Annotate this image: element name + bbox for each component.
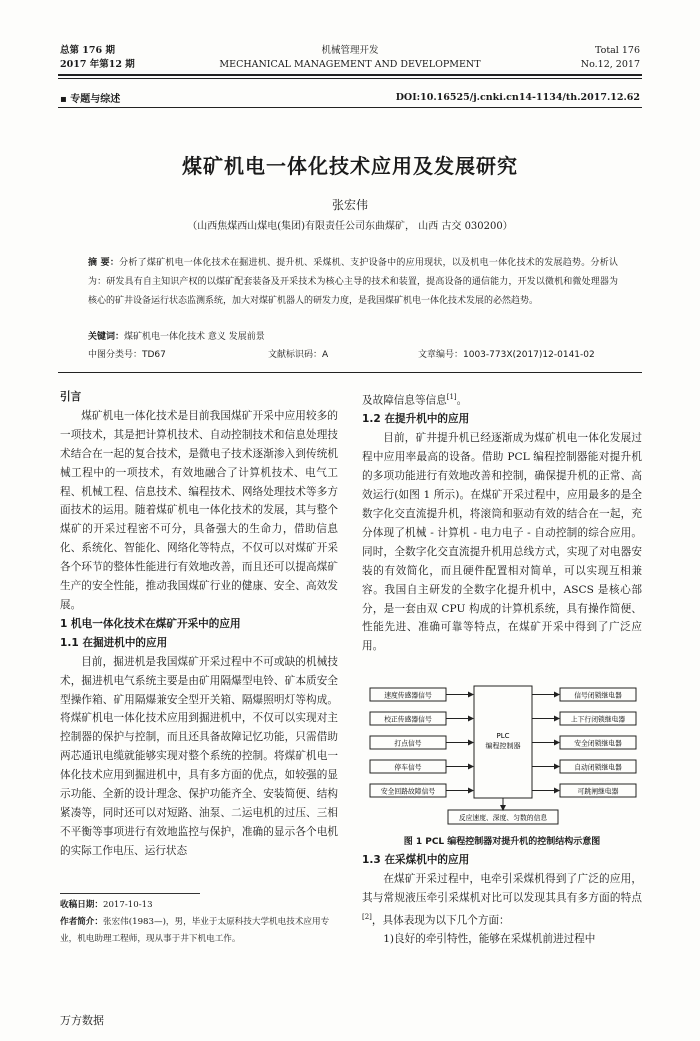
figure-input-label: 校正传感器信号 [384,715,432,724]
body-right-column [362,388,642,656]
figure-input-label: 停车信号 [394,763,422,772]
figure-input-label: 速度传感器信号 [384,691,432,700]
received-date [60,897,340,914]
clc-number: 中图分类号：TD67 [88,350,166,360]
figure-1-caption: 图 1 PCL 编程控制器对提升机的控制结构示意图 [403,837,601,847]
figure-input-label: 打点信号 [394,739,422,748]
heading-section-1-1: 1.1 在掘进机中的应用 [60,636,168,649]
author-bio-text: 张宏伟(1983—)，男，毕业于太原科技大学机电技术应用专业，机电助理工程师，现从事于井下机电工作。 [60,917,330,944]
paragraph-tunneling: 目前，掘进机是我国煤矿开采过程中不可或缺的机械技术，掘进机电气系统主要是由矿用隔爆型电铃、矿本质安全型操作箱、矿用隔爆兼安全型开关箱、隔爆照明灯等构成。将煤矿机电一体化技术应用到掘进机中，不仅可以实现对主控制器的保护与控制，而且还具备故障记忆功能，只需借助两芯通讯电缆就能够实现对整个系统的控制。将煤矿机电一体化技术应用到掘进机中，具有多方面的优点，如较强的显示功能、全新的设计理念、保护功能齐全、安装简便、结构紧凑等，同时还可以对短路、油泵、二运电机的过压、三相不平衡等事项进行有效地监控与保护，准确的显示各个电机的实际工作电压、运行状态 [60,655,338,857]
paragraph-intro: 煤矿机电一体化技术是目前我国煤矿开采中应用较多的一项技术，其是把计算机技术、自动控制技术和信息处理技术结合在一起的复合技术，是微电子技术逐渐渗入到传统机械工程中的一项技术，有效地融合了计算机技术、电气工程、机械工程、信息技术、编程技术、网络处理技术等多方面技术的运用。随着煤矿机电一体化技术的发展，其与整个煤矿的开采过程密不可分，具备强大的生命力，借助信息化、系统化、智能化、网络化等特点，不仅可以对煤矿开采各个环节的整体性能进行有效地改善，而且还可以提高煤矿生产的安全性能，推动我国煤矿行业的健康、安全、高效发展。 [60,409,338,611]
paragraph-continued-end: 。 [456,394,468,407]
article-number: 文章编号：1003-773X(2017)12-0141-02 [418,350,595,360]
header-number-en: No.12, 2017 [580,59,640,70]
header-rule-thick [58,74,642,76]
abstract [88,254,618,311]
paragraph-traction: 1)良好的牵引特性，能够在采煤机前进过程中 [383,933,596,946]
author-bio-label: 作者简介： [60,917,103,927]
received-label: 收稿日期： [60,900,103,910]
heading-section-1-3: 1.3 在采煤机中的应用 [362,854,470,866]
section-tag-label: 专题与综述 [70,94,121,105]
figure-output-label: 可跳闸继电器 [577,787,619,796]
bottom-info-label: 反应速度、深度、匀数的信息 [458,814,548,822]
figure-1-diagram [362,684,642,836]
plc-sublabel: 编程控制器 [485,742,521,750]
heading-section-1: 1 机电一体化技术在煤矿开采中的应用 [60,617,241,630]
doi: DOI:10.16525/j.cnki.cn14-1134/th.2017.12.62 [395,92,640,103]
affiliation: （山西焦煤西山煤电(集团)有限责任公司东曲煤矿， 山西 古交 030200） [187,221,513,232]
heading-section-1-2: 1.2 在提升机中的应用 [362,413,470,426]
abstract-label: 摘 要： [88,258,120,268]
body-left-column [60,388,338,861]
paper-title: 煤矿机电一体化技术应用及发展研究 [182,154,518,178]
paragraph-shearer-text: 在煤矿开采过程中，电牵引采煤机得到了广泛的应用，其与常规液压牵引采煤机对比可以发现其具有多方面的特点 [362,872,642,904]
header-total-issue: 总第 176 期 [60,45,115,56]
paragraph-shearer-end: ，具体表现为以下几个方面： [371,914,510,927]
heading-intro: 引言 [60,391,82,403]
journal-name-cn: 机械管理开发 [321,45,379,56]
keywords-label: 关键词： [88,332,125,342]
paragraph-continued [362,388,642,410]
abstract-text: 分析了煤矿机电一体化技术在掘进机、提升机、采煤机、支护设备中的应用现状，以及机电一体化技术的发展趋势。分析认为：研发具有自主知识产权的以煤矿配套装备及开采技术为核心主导的技术和装置，提高设备的通信能力，开发以微机和微处理器为核心的矿井设备运行状态监测系统，加大对煤矿机器人的研发力度，是我国煤矿机电一体化技术发展的必然趋势。 [88,258,618,306]
paragraph-shearer [362,870,642,930]
doi-rule [58,107,642,108]
author-bio [60,914,340,948]
footnote-rule [60,893,200,894]
header-journal [210,44,490,72]
plc-label: PLC [496,732,510,740]
citation-1[interactable]: [1] [446,393,457,401]
header-issue-en [581,44,640,72]
journal-name-en: MECHANICAL MANAGEMENT AND DEVELOPMENT [219,59,481,70]
figure-output-label: 安全闭锁继电器 [574,739,622,748]
received-value: 2017-10-13 [102,900,153,910]
figure-output-label: 上下行闭锁继电器 [570,715,626,724]
keywords [88,329,265,342]
header-year-issue: 2017 年第12 期 [60,59,135,70]
author-name: 张宏伟 [331,198,368,212]
body-right-column-lower [362,851,642,949]
figure-input-label: 安全回路故障信号 [380,787,436,796]
header-total-en: Total 176 [595,45,640,56]
keywords-text: 煤矿机电一体化技术 意义 发展前景 [124,332,265,342]
paragraph-hoist: 目前，矿井提升机已经逐渐成为煤矿机电一体化发展过程中应用率最高的设备。借助 PCL 编程控制器能对提升机的多项功能进行有效地改善和控制，确保提升机的正常、高效运行(如图 1 所示)。在煤矿开采过程中，应用最多的是全数字化交直流提升机，将滚筒和驱动有效的结合在一起，充分体现了机械 - 计算机 - 电力电子 - 自动控制的综合应用。同时，全数字化交直流提升机用总线方式，实现了对电器安装的有效简化，而且硬件配置相对简单，可以实现互相兼容。我国自主研发的全数字化提升机中，ASCS 是核心部分，是一套由双 CPU 构成的计算机系统，具有操作简便、性能先进、准确可靠等特点，在煤矿开采中得到了广泛应用。 [362,432,642,653]
header-issue [60,44,135,72]
footnote [60,897,340,948]
figure-output-label: 信号闭锁继电器 [574,691,622,700]
section-tag-icon: ▪ [60,94,67,105]
section-tag [60,90,120,105]
wanfang-watermark: 万方数据 [60,1014,104,1027]
document-code: 文献标识码：A [268,350,329,360]
citation-2[interactable]: [2] [362,912,372,921]
figure-output-label: 自动闭锁继电器 [574,763,622,772]
abstract-rule [58,372,642,373]
paragraph-continued-text: 及故障信息等信息 [362,394,447,407]
header-rule-thin [58,78,642,79]
